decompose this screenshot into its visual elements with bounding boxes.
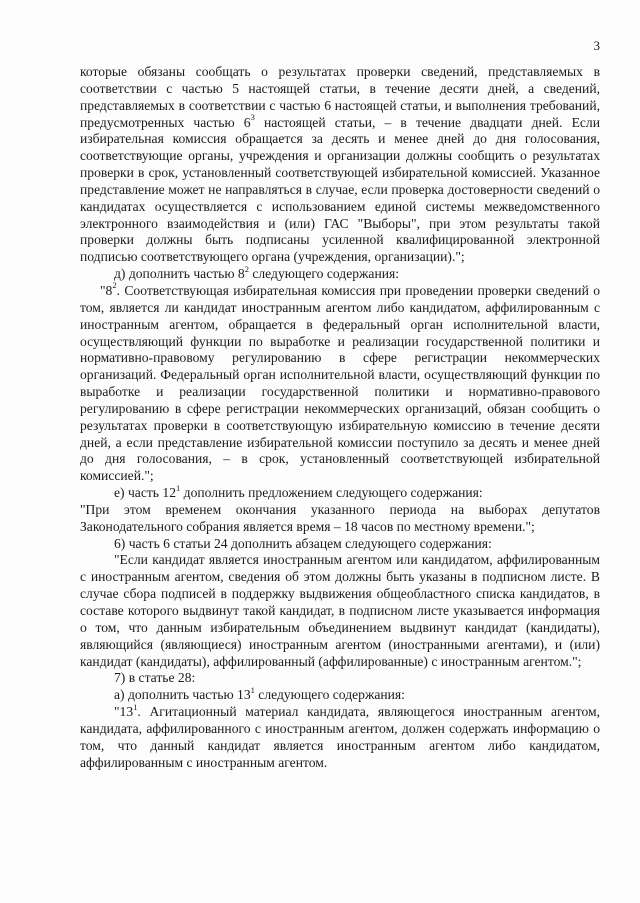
paragraph-item-7 xyxy=(80,670,600,687)
text-run: . Соответствующая избирательная комиссия при проведении проверки сведений о том, является ли кандидат иностранным агентом либо кандидатом, аффилированным с иностранным агентом, обращается в федеральный орган исполнительной власти, осуществляющий функции по выработке и реализации государственной политики и нормативно-правовому регулированию в сфере регистрации некоммерческих организаций. Федеральный орган исполнительной власти, осуществляющий функции по выработке и реализации государственной политики и нормативно-правового регулированию в сфере регистрации некоммерческих организаций, обязан сообщить о результатах проверки в соответствующую избирательную комиссию в течение десяти дней, а если представление избирательной комиссии поступило за десять и менее дней до дня голосования, – в срок, установленный соответствующей избирательной комиссией."; xyxy=(80,282,600,484)
text-run: "13 xyxy=(114,704,134,720)
text-run: следующего содержания: xyxy=(254,687,405,703)
text-run: "Если кандидат является иностранным агентом или кандидатом, аффилированным с иностранным агентом, сведения об этом должны быть указаны в подписном листе. В случае сбора подписей в поддержку выдвижения общеобластного списка кандидатов, в составе которого выдвинут такой кандидат, в подписном листе указывается информация о том, что данным избирательным объединением выдвинут кандидат (кандидаты), являющийся (являющиеся) иностранным агентом (иностранными агентами), и (или) кандидат (кандидаты), аффилированный (аффилированные) с иностранным агентом."; xyxy=(80,552,600,669)
text-run: настоящей статьи, – в течение двадцати дней. Если избирательная комиссия обращается за десять и менее дней до дня голосования, соответствующие органы, учреждения и организации должны сообщить о результатах проверки в срок, установленный соответствующей избирательной комиссией. Указанное представление может не направляться в случае, если проверка достоверности сведений о кандидатах осуществляется с использованием единой системы межведомственного электронного взаимодействия и (или) ГАС "Выборы", при этом результаты такой проверки должны быть подписаны усиленной квалифицированной электронной подписью соответствующего органа (учреждения, организации)."; xyxy=(80,114,600,265)
superscript: 3 xyxy=(250,112,255,122)
text-run: 6) часть 6 статьи 24 дополнить абзацем следующего содержания: xyxy=(114,535,492,551)
text-run: 7) в статье 28: xyxy=(114,670,196,686)
text-run: следующего содержания: xyxy=(248,266,400,282)
text-run: . Агитационный материал кандидата, являющегося иностранным агентом, кандидата, аффилированного с иностранным агентом, должен содержать информацию о том, что данный кандидат является иностранным агентом либо кандидатом, аффилированным с иностранным агентом. xyxy=(80,704,600,770)
text-run: а) дополнить частью 13 xyxy=(114,687,251,703)
superscript: 1 xyxy=(250,684,255,695)
paragraph-item-a xyxy=(80,684,600,704)
document-body xyxy=(80,64,600,771)
text-run: "8 xyxy=(100,282,113,298)
superscript: 2 xyxy=(112,280,117,291)
paragraph-quote-time xyxy=(80,502,600,536)
superscript: 2 xyxy=(244,263,249,274)
paragraph-part-13-1 xyxy=(80,701,600,771)
page-number: 3 xyxy=(593,38,600,53)
superscript: 1 xyxy=(176,482,181,493)
superscript: 1 xyxy=(133,701,138,712)
text-run: д) дополнить частью 8 xyxy=(114,266,245,282)
paragraph-item-6 xyxy=(80,536,600,553)
paragraph-part-8-2 xyxy=(80,280,600,485)
text-run: е) часть 12 xyxy=(114,485,176,501)
paragraph-continuation xyxy=(80,64,600,266)
paragraph-item-d xyxy=(80,263,600,283)
paragraph-item-e xyxy=(80,482,600,502)
paragraph-quote-foreign-agent xyxy=(80,552,600,670)
text-run: "При этом временем окончания указанного периода на выборах депутатов Законодательного собрания является время – 18 часов по местному времени."; xyxy=(80,501,600,534)
text-run: которые обязаны сообщать о результатах проверки сведений, представляемых в соответствии с частью 5 настоящей статьи, в течение десяти дней, а сведений, представляемых в соответствии с частью 6 настоящей статьи, и выполнения требований, предусмотренных частью 6 xyxy=(80,64,600,130)
text-run: дополнить предложением следующего содержания: xyxy=(180,485,483,501)
